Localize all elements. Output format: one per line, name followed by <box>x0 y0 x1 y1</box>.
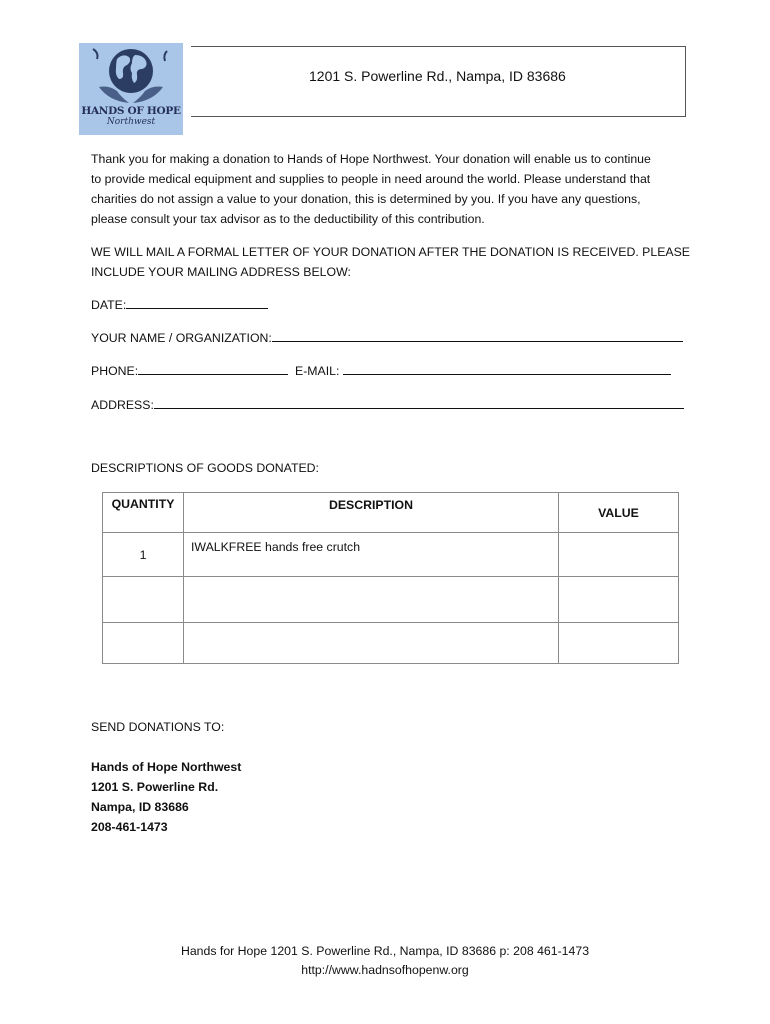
table-header-row <box>103 493 679 533</box>
header-address: 1201 S. Powerline Rd., Nampa, ID 83686 <box>309 68 566 84</box>
intro-line: please consult your tax advisor as to the deductibility of this contribution. <box>91 212 485 226</box>
phone-field <box>91 362 288 378</box>
name-input-line[interactable] <box>272 329 683 342</box>
quantity-cell[interactable]: 1 <box>103 533 184 577</box>
date-field <box>91 296 268 312</box>
value-cell[interactable] <box>559 577 679 623</box>
email-field <box>295 362 671 378</box>
notice-line: WE WILL MAIL A FORMAL LETTER OF YOUR DONATION AFTER THE DONATION IS RECEIVED. PLEASE <box>91 245 691 259</box>
email-input-line[interactable] <box>343 362 671 375</box>
notice-line: INCLUDE YOUR MAILING ADDRESS BELOW: <box>91 265 351 279</box>
email-label: E-MAIL: <box>295 364 340 378</box>
footer-address: Hands for Hope 1201 S. Powerline Rd., Nampa, ID 83686 p: 208 461-1473 <box>180 944 590 958</box>
date-label: DATE: <box>91 298 127 312</box>
page-footer <box>0 942 770 980</box>
address-field <box>91 396 684 412</box>
table-row <box>103 533 679 577</box>
logo-subtitle: Northwest <box>106 117 156 127</box>
address-label: ADDRESS: <box>91 398 154 412</box>
goods-heading: DESCRIPTIONS OF GOODS DONATED: <box>91 461 319 475</box>
value-cell[interactable] <box>559 533 679 577</box>
header-address-box <box>191 46 686 117</box>
intro-line: charities do not assign a value to your donation, this is determined by you. If you have any questions, <box>91 192 641 206</box>
intro-paragraph <box>91 149 691 229</box>
intro-line: Thank you for making a donation to Hands of Hope Northwest. Your donation will enable us to continue <box>91 152 651 166</box>
mail-notice <box>91 242 691 282</box>
column-header-quantity: QUANTITY <box>103 493 184 533</box>
phone-label: PHONE: <box>91 364 139 378</box>
name-field <box>91 329 683 345</box>
goods-table <box>102 492 679 664</box>
send-heading: SEND DONATIONS TO: <box>91 720 225 734</box>
logo-title: HANDS OF HOPE <box>81 105 181 117</box>
quantity-cell[interactable] <box>103 577 184 623</box>
address-input-line[interactable] <box>154 396 684 409</box>
column-header-value: VALUE <box>559 493 679 533</box>
name-label: YOUR NAME / ORGANIZATION: <box>91 331 272 345</box>
hands-of-hope-logo <box>79 43 183 135</box>
value-cell[interactable] <box>559 623 679 664</box>
intro-line: to provide medical equipment and supplies to people in need around the world. Please understand that <box>91 172 651 186</box>
footer-url[interactable]: http://www.hadnsofhopenw.org <box>301 963 469 977</box>
send-city: Nampa, ID 83686 <box>91 800 189 814</box>
column-header-description: DESCRIPTION <box>184 493 559 533</box>
table-row <box>103 623 679 664</box>
send-street: 1201 S. Powerline Rd. <box>91 780 219 794</box>
phone-input-line[interactable] <box>138 362 288 375</box>
send-address-block <box>91 757 241 837</box>
send-phone: 208-461-1473 <box>91 820 168 834</box>
quantity-cell[interactable] <box>103 623 184 664</box>
send-org: Hands of Hope Northwest <box>91 760 242 774</box>
description-cell[interactable] <box>184 577 559 623</box>
description-cell[interactable] <box>184 623 559 664</box>
description-cell[interactable]: IWALKFREE hands free crutch <box>184 533 559 577</box>
date-input-line[interactable] <box>126 296 268 309</box>
table-row <box>103 577 679 623</box>
